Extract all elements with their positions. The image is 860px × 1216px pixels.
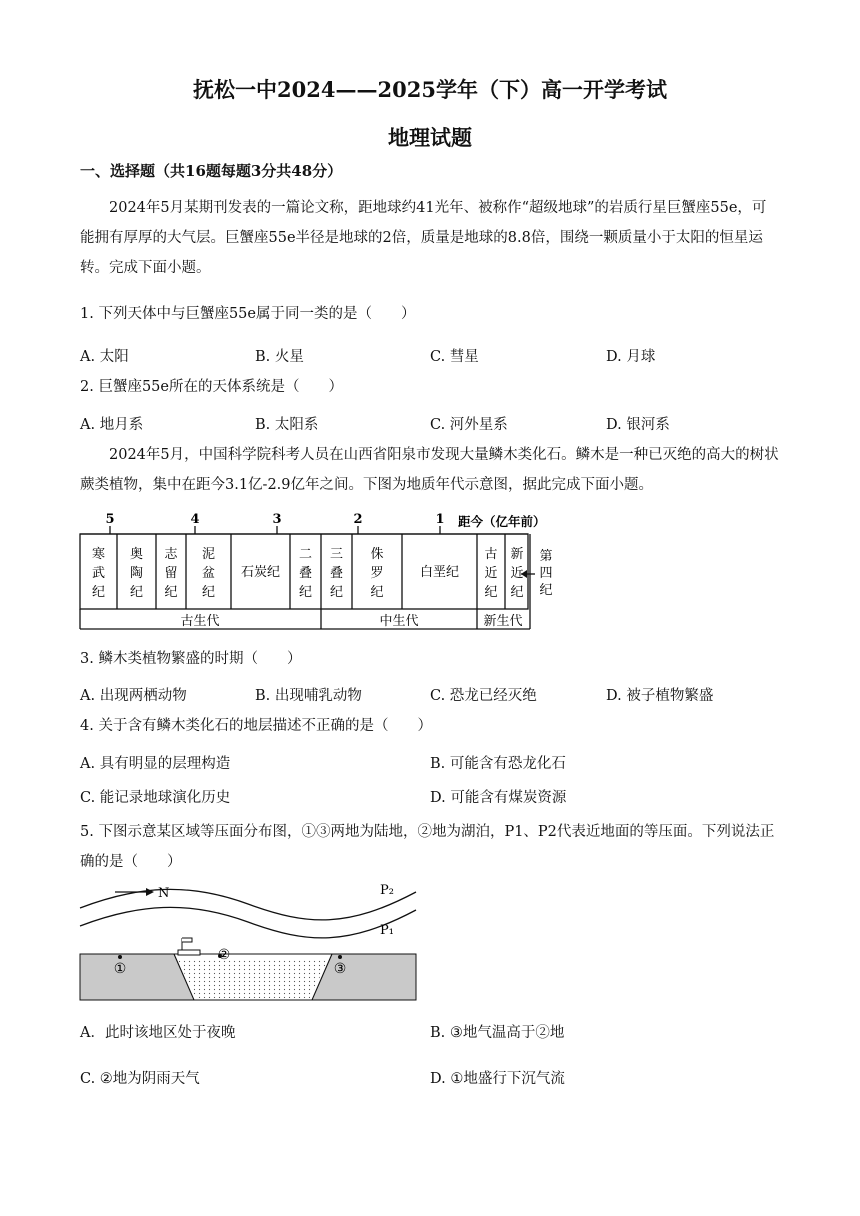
period-char: 三 — [329, 547, 344, 562]
q2-option-a[interactable]: A. 地月系 — [80, 417, 144, 433]
q4-option-c[interactable]: C. 能记录地球演化历史 — [80, 790, 231, 806]
page-subtitle: 地理试题 — [388, 125, 472, 150]
quaternary-label — [539, 549, 552, 598]
geologic-timeline-diagram — [76, 508, 560, 634]
period-char: 纪 — [539, 583, 553, 598]
period-char: 陶 — [129, 566, 144, 581]
q1-option-b[interactable]: B. 火星 — [255, 349, 304, 365]
period-char: 纪 — [329, 585, 344, 600]
era-label: 新生代 — [483, 614, 523, 629]
period-char: 近 — [510, 566, 524, 581]
period-char: 罗 — [370, 566, 384, 581]
period-label — [510, 547, 523, 600]
q5-option-d[interactable]: D. ①地盛行下沉气流 — [430, 1071, 565, 1087]
site-1-label: ① — [113, 961, 127, 977]
period-char: 纪 — [510, 585, 524, 600]
question-1-stem: 1. 下列天体中与巨蟹座55e属于同一类的是（ ） — [80, 306, 416, 322]
tick-label: 2 — [353, 512, 363, 527]
q1-option-a[interactable]: A. 太阳 — [80, 349, 129, 365]
axis-label: 距今（亿年前） — [458, 514, 546, 529]
period-label — [92, 546, 105, 600]
period-char: 纪 — [91, 585, 106, 600]
period-char: 四 — [539, 566, 553, 581]
tick-label: 1 — [435, 512, 445, 527]
tick-label: 3 — [272, 512, 282, 527]
q3-option-b[interactable]: B. 出现哺乳动物 — [255, 688, 362, 704]
period-char: 纪 — [484, 585, 498, 600]
period-char: 纪 — [164, 585, 178, 600]
period-char: 二 — [298, 547, 313, 562]
period-char: 武 — [91, 566, 106, 581]
period-char: 叠 — [298, 566, 313, 581]
period-char: 第 — [539, 549, 553, 564]
p1-label: P₁ — [380, 923, 394, 938]
period-char: 侏 — [370, 547, 384, 562]
p2-label: P₂ — [380, 883, 394, 898]
passage-1: 2024年5月某期刊发表的一篇论文称，距地球约41光年、被称作“超级地球”的岩质行星巨蟹座55e，可能拥有厚厚的大气层。巨蟹座55e半径是地球的2倍，质量是地球的8.8倍，围绕一颗质量小于太阳的恒星运转。完成下面小题。 — [80, 200, 767, 276]
period-label — [484, 546, 497, 600]
period-label: 石炭纪 — [240, 565, 281, 580]
period-char: 寒 — [91, 547, 106, 562]
period-char: 泥 — [201, 547, 216, 562]
period-label: 白垩纪 — [419, 565, 460, 580]
question-3-stem: 3. 鳞木类植物繁盛的时期（ ） — [80, 651, 302, 667]
q2-option-b[interactable]: B. 太阳系 — [255, 417, 319, 433]
period-label — [299, 547, 312, 600]
period-char: 纪 — [298, 585, 313, 600]
period-char: 志 — [164, 547, 178, 562]
period-label — [130, 546, 143, 600]
era-label: 古生代 — [180, 614, 220, 629]
period-char: 奥 — [129, 547, 144, 562]
q5-option-a[interactable]: A．此时该地区处于夜晚 — [80, 1025, 236, 1041]
period-label — [202, 547, 215, 600]
period-char: 留 — [164, 566, 178, 581]
site-2-label: ② — [217, 947, 231, 963]
section-heading: 一、选择题（共16题每题3分共48分） — [80, 162, 343, 180]
period-char: 叠 — [329, 566, 344, 581]
isobar-diagram — [78, 880, 420, 1004]
passage-2: 2024年5月，中国科学院科考人员在山西省阳泉市发现大量鳞木类化石。鳞木是一种已灭绝的高大的树状蕨类植物，集中在距今3.1亿-2.9亿年之间。下图为地质年代示意图，据此完成下面小题。 — [80, 447, 779, 493]
q3-option-a[interactable]: A. 出现两栖动物 — [80, 688, 187, 704]
period-char: 纪 — [201, 585, 216, 600]
tick-label: 4 — [190, 512, 200, 527]
page-title: 抚松一中2024——2025学年（下）高一开学考试 — [193, 77, 667, 102]
era-label: 中生代 — [379, 614, 419, 629]
q4-option-b[interactable]: B. 可能含有恐龙化石 — [430, 756, 566, 772]
question-2-stem: 2. 巨蟹座55e所在的天体系统是（ ） — [80, 379, 343, 395]
q4-option-d[interactable]: D. 可能含有煤炭资源 — [430, 790, 567, 806]
q5-option-c[interactable]: C. ②地为阴雨天气 — [80, 1071, 200, 1087]
period-label — [330, 547, 343, 600]
q3-option-c[interactable]: C. 恐龙已经灭绝 — [430, 688, 537, 704]
q4-option-a[interactable]: A. 具有明显的层理构造 — [80, 756, 231, 772]
q1-option-d[interactable]: D. 月球 — [606, 349, 656, 365]
period-label — [370, 546, 383, 600]
q3-option-d[interactable]: D. 被子植物繁盛 — [606, 688, 714, 704]
question-4-stem: 4. 关于含有鳞木类化石的地层描述不正确的是（ ） — [80, 718, 432, 734]
period-char: 纪 — [370, 585, 384, 600]
q2-option-c[interactable]: C. 河外星系 — [430, 417, 508, 433]
period-char: 古 — [484, 547, 498, 562]
tick-label: 5 — [105, 512, 115, 527]
q5-option-b[interactable]: B. ③地气温高于②地 — [430, 1025, 565, 1041]
q1-option-c[interactable]: C. 彗星 — [430, 349, 479, 365]
q2-option-d[interactable]: D. 银河系 — [606, 417, 670, 433]
period-char: 近 — [484, 566, 498, 581]
north-label: N — [158, 886, 170, 901]
period-char: 盆 — [201, 566, 216, 581]
period-label — [164, 546, 178, 600]
site-3-label: ③ — [333, 961, 347, 977]
period-char: 新 — [510, 547, 524, 562]
question-5-stem: 5. 下图示意某区域等压面分布图，①③两地为陆地，②地为湖泊，P1、P2代表近地面的等压面。下列说法正确的是（ ） — [80, 824, 775, 870]
period-char: 纪 — [129, 585, 144, 600]
